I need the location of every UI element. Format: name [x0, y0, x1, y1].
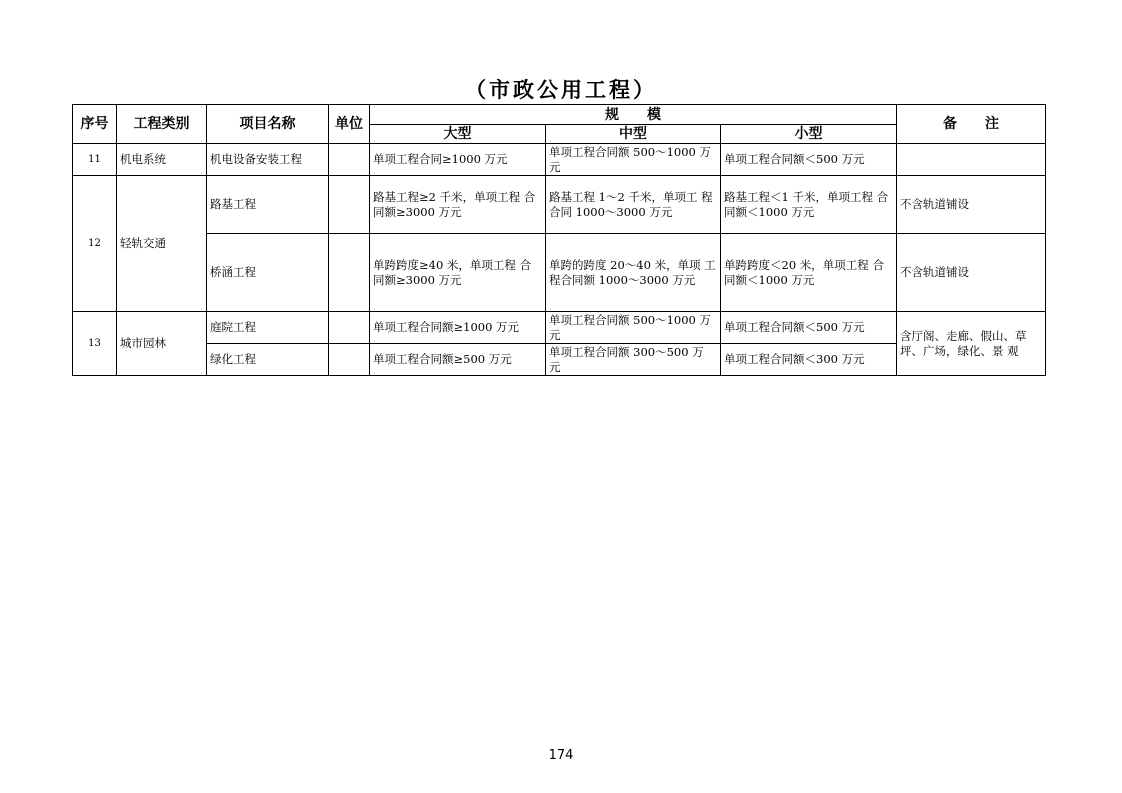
page-number: 174 — [548, 748, 574, 763]
header-unit: 单位 — [329, 105, 370, 144]
row-medium: 单跨的跨度 20～40 米，单项 工程合同额 1000～3000 万元 — [546, 234, 721, 312]
row-small: 单跨跨度＜20 米，单项工程 合同额＜1000 万元 — [721, 234, 897, 312]
header-scale: 规 模 — [370, 105, 897, 125]
row-seq: 12 — [73, 176, 117, 312]
row-project-name: 路基工程 — [207, 176, 329, 234]
project-scale-table — [72, 104, 1046, 376]
row-unit — [329, 312, 370, 344]
row-large: 单项工程合同≥1000 万元 — [370, 144, 546, 176]
row-unit — [329, 344, 370, 376]
row-large: 单项工程合同额≥500 万元 — [370, 344, 546, 376]
row-remarks: 不含轨道铺设 — [897, 234, 1046, 312]
row-small: 单项工程合同额＜500 万元 — [721, 144, 897, 176]
row-small: 单项工程合同额＜300 万元 — [721, 344, 897, 376]
header-category: 工程类别 — [117, 105, 207, 144]
table-row — [73, 234, 1046, 312]
row-unit — [329, 176, 370, 234]
table-row — [73, 176, 1046, 234]
row-medium: 单项工程合同额 500～1000 万 元 — [546, 144, 721, 176]
row-remarks: 含厅阁、走廊、假山、草坪、广场，绿化、景 观 — [897, 312, 1046, 376]
header-medium: 中型 — [546, 125, 721, 144]
header-project-name: 项目名称 — [207, 105, 329, 144]
row-large: 单项工程合同额≥1000 万元 — [370, 312, 546, 344]
row-remarks — [897, 144, 1046, 176]
row-unit — [329, 144, 370, 176]
table-row — [73, 312, 1046, 344]
row-small: 路基工程＜1 千米，单项工程 合同额＜1000 万元 — [721, 176, 897, 234]
row-project-name: 机电设备安装工程 — [207, 144, 329, 176]
header-small: 小型 — [721, 125, 897, 144]
row-project-name: 庭院工程 — [207, 312, 329, 344]
row-small: 单项工程合同额＜500 万元 — [721, 312, 897, 344]
row-medium: 单项工程合同额 500～1000 万 元 — [546, 312, 721, 344]
row-medium: 路基工程 1～2 千米，单项工 程合同 1000～3000 万元 — [546, 176, 721, 234]
row-remarks: 不含轨道铺设 — [897, 176, 1046, 234]
row-category: 城市园林 — [117, 312, 207, 376]
row-project-name: 绿化工程 — [207, 344, 329, 376]
row-large: 单跨跨度≥40 米，单项工程 合同额≥3000 万元 — [370, 234, 546, 312]
row-category: 轻轨交通 — [117, 176, 207, 312]
table-row — [73, 144, 1046, 176]
row-medium: 单项工程合同额 300～500 万 元 — [546, 344, 721, 376]
row-large: 路基工程≥2 千米，单项工程 合同额≥3000 万元 — [370, 176, 546, 234]
header-large: 大型 — [370, 125, 546, 144]
header-remarks: 备 注 — [897, 105, 1046, 144]
row-seq: 13 — [73, 312, 117, 376]
row-project-name: 桥涵工程 — [207, 234, 329, 312]
row-seq: 11 — [73, 144, 117, 176]
header-seq: 序号 — [73, 105, 117, 144]
page-title: （市政公用工程） — [465, 78, 657, 102]
row-category: 机电系统 — [117, 144, 207, 176]
row-unit — [329, 234, 370, 312]
